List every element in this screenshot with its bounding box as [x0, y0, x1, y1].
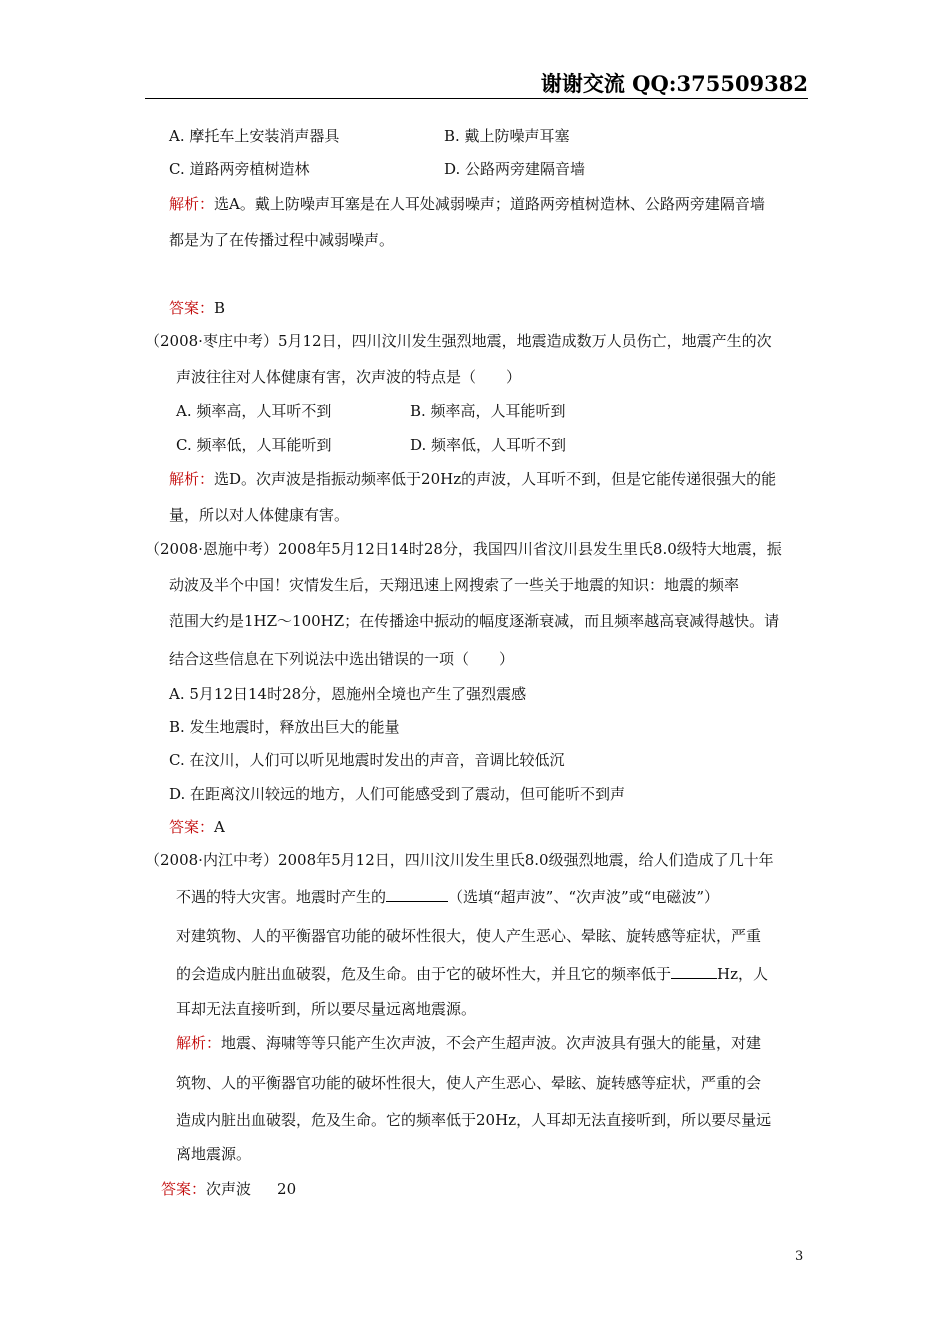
q1-option-d: D. 公路两旁建隔音墙	[444, 160, 586, 178]
q4-stem-line4-b: Hz，人	[717, 965, 768, 983]
q4-analysis-label: 解析：	[176, 1034, 222, 1052]
q4-analysis-line3: 造成内脏出血破裂，危及生命。它的频率低于20Hz，人耳却无法直接听到，所以要尽量远	[176, 1111, 772, 1129]
q1-analysis-text: 选A。戴上防噪声耳塞是在人耳处减弱噪声；道路两旁植树造林、公路两旁建隔音墙	[214, 195, 765, 213]
q4-answer-value-2: 20	[277, 1180, 297, 1198]
q1-analysis-line2: 都是为了在传播过程中减弱噪声。	[169, 231, 395, 249]
q4-stem-line2-b: （选填“超声波”、“次声波”或“电磁波”）	[448, 888, 720, 906]
q2-option-b: B. 频率高，人耳能听到	[410, 402, 566, 420]
q2-analysis-line1	[169, 468, 776, 490]
q4-analysis-line1	[176, 1032, 761, 1054]
header-text: 谢谢交流 QQ:375509382	[540, 71, 808, 96]
q4-stem-line4-a: 的会造成内脏出血破裂，危及生命。由于它的破坏性大，并且它的频率低于	[176, 965, 672, 983]
q3-stem-line1: （2008·恩施中考）2008年5月12日14时28分，我国四川省汶川县发生里氏8.0级特大地震，振	[145, 540, 782, 558]
q3-option-c: C. 在汶川，人们可以听见地震时发出的声音，音调比较低沉	[169, 751, 565, 769]
q4-analysis-text: 地震、海啸等等只能产生次声波，不会产生超声波。次声波具有强大的能量，对建	[221, 1034, 762, 1052]
q2-stem-line2: 声波往往对人体健康有害，次声波的特点是（ ）	[176, 368, 522, 386]
q4-stem-line1: （2008·内江中考）2008年5月12日，四川汶川发生里氏8.0级强烈地震，给人们造成了几十年	[145, 851, 774, 869]
q2-stem-line1: （2008·枣庄中考）5月12日，四川汶川发生强烈地震，地震造成数万人员伤亡，地震产生的次	[145, 332, 772, 350]
q4-stem-line2	[176, 885, 719, 908]
q3-answer	[169, 816, 225, 838]
q4-stem-line2-a: 不遇的特大灾害。地震时产生的	[176, 888, 387, 906]
q1-option-c: C. 道路两旁植树造林	[169, 160, 310, 178]
q4-answer-label: 答案：	[161, 1180, 207, 1198]
q3-option-a: A. 5月12日14时28分，恩施州全境也产生了强烈震感	[169, 685, 527, 703]
q1-analysis-line1	[169, 193, 765, 215]
q2-option-c: C. 频率低，人耳能听到	[176, 436, 332, 454]
q3-answer-label: 答案：	[169, 818, 215, 836]
q4-blank-2	[671, 962, 717, 979]
q4-answer	[161, 1178, 296, 1200]
q3-answer-value: A	[214, 818, 225, 836]
q2-option-d: D. 频率低，人耳听不到	[410, 436, 567, 454]
q1-answer	[169, 297, 225, 319]
q2-analysis-text: 选D。次声波是指振动频率低于20Hz的声波，人耳听不到，但是它能传递很强大的能	[214, 470, 777, 488]
q1-analysis-label: 解析：	[169, 195, 215, 213]
q1-option-b: B. 戴上防噪声耳塞	[444, 127, 570, 145]
q2-analysis-label: 解析：	[169, 470, 215, 488]
q3-option-d: D. 在距离汶川较远的地方，人们可能感受到了震动，但可能听不到声	[169, 785, 626, 803]
q3-stem-line4: 结合这些信息在下列说法中选出错误的一项（ ）	[169, 650, 515, 668]
q1-answer-value: B	[214, 299, 226, 317]
q4-blank-1	[386, 885, 448, 902]
q1-option-a: A. 摩托车上安装消声器具	[169, 127, 340, 145]
page-header	[145, 62, 808, 99]
q3-stem-line2: 动波及半个中国！灾情发生后，天翔迅速上网搜索了一些关于地震的知识：地震的频率	[169, 576, 740, 594]
q1-answer-label: 答案：	[169, 299, 215, 317]
q4-analysis-line2: 筑物、人的平衡器官功能的破坏性很大，使人产生恶心、晕眩、旋转感等症状，严重的会	[176, 1074, 762, 1092]
q4-stem-line3: 对建筑物、人的平衡器官功能的破坏性很大，使人产生恶心、晕眩、旋转感等症状，严重	[176, 927, 762, 945]
q2-analysis-line2: 量，所以对人体健康有害。	[169, 506, 350, 524]
page-number: 3	[795, 1249, 804, 1264]
q4-stem-line4	[176, 962, 768, 985]
q4-answer-value-1: 次声波	[206, 1180, 252, 1198]
q3-stem-line3: 范围大约是1HZ～100HZ；在传播途中振动的幅度逐渐衰减，而且频率越高衰减得越快。请	[169, 612, 780, 630]
q4-analysis-line4: 离地震源。	[176, 1145, 252, 1163]
q2-option-a: A. 频率高，人耳听不到	[176, 402, 332, 420]
q3-option-b: B. 发生地震时，释放出巨大的能量	[169, 718, 400, 736]
q4-stem-line5: 耳却无法直接听到，所以要尽量远离地震源。	[176, 1000, 477, 1018]
